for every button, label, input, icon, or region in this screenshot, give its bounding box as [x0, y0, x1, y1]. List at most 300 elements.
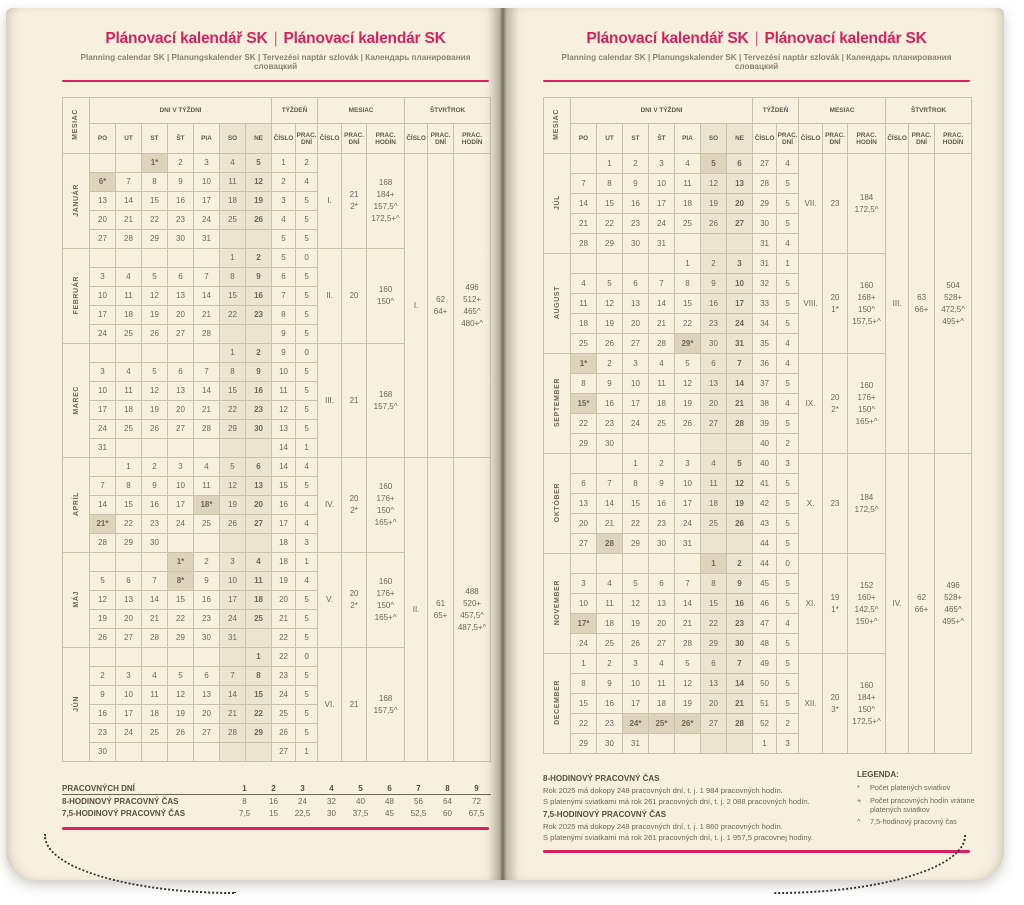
day-cell: 13: [168, 382, 194, 401]
day-cell: 29: [571, 734, 597, 754]
day-cell: 15: [597, 194, 623, 214]
day-cell: [675, 234, 701, 254]
day-cell: 4: [194, 458, 220, 477]
day-cell: 16: [90, 705, 116, 724]
week-workdays-cell: 4: [777, 234, 799, 254]
day-cell: 24: [675, 514, 701, 534]
day-cell: 28: [727, 714, 753, 734]
day-cell: 21: [597, 514, 623, 534]
day-cell: 4: [116, 268, 142, 287]
day-cell: 5: [675, 354, 701, 374]
day-cell: 18: [649, 394, 675, 414]
day-cell: 18: [142, 705, 168, 724]
day-cell: 24: [727, 314, 753, 334]
day-cell: 17: [116, 705, 142, 724]
week-number-cell: 7: [272, 287, 296, 306]
week-workdays-cell: 5: [777, 414, 799, 434]
day-cell: 11: [649, 674, 675, 694]
month-label: [63, 648, 90, 762]
week-workdays-cell: 5: [296, 230, 318, 249]
day-cell: 6: [116, 572, 142, 591]
day-cell: 11: [675, 174, 701, 194]
day-cell: 11: [116, 382, 142, 401]
week-number-cell: 15: [272, 477, 296, 496]
day-cell: 23: [727, 614, 753, 634]
month-label-text: NOVEMBER: [553, 580, 561, 626]
day-cell: 27: [168, 420, 194, 439]
day-cell: [649, 434, 675, 454]
day-cell: 28: [727, 414, 753, 434]
day-cell: 10: [623, 374, 649, 394]
day-cell: 4: [142, 667, 168, 686]
day-cell: 2: [701, 254, 727, 274]
week-number-cell: 49: [753, 654, 777, 674]
day-cell: 19: [246, 192, 272, 211]
day-cell: 31: [649, 234, 675, 254]
day-cell: 6: [701, 354, 727, 374]
quarter-workdays-cell: 63 66+: [909, 154, 935, 454]
week-number-cell: 26: [272, 724, 296, 743]
day-cell: [116, 553, 142, 572]
month-label-text: APRÍL: [72, 492, 80, 517]
week-workdays-cell: 4: [777, 614, 799, 634]
day-cell: 9: [597, 374, 623, 394]
day-cell: 21: [727, 394, 753, 414]
day-cell: 7: [90, 477, 116, 496]
day-cell: [701, 234, 727, 254]
day-cell: 25: [116, 420, 142, 439]
planning-calendar-table: [62, 97, 491, 762]
day-cell: 28: [220, 724, 246, 743]
month-number-cell: VIII.: [799, 254, 823, 354]
legend-symbol: ^: [857, 817, 861, 827]
day-cell: 9: [623, 174, 649, 194]
day-cell: [701, 434, 727, 454]
day-cell: 16: [649, 494, 675, 514]
day-cell: 1*: [168, 553, 194, 572]
week-number-cell: 41: [753, 474, 777, 494]
day-cell: 17: [220, 591, 246, 610]
day-cell: 16: [246, 287, 272, 306]
day-cell: 18*: [194, 496, 220, 515]
day-cell: 13: [246, 477, 272, 496]
day-cell: 31: [194, 230, 220, 249]
week-number-cell: 13: [272, 420, 296, 439]
worktable-col-7: 7: [404, 782, 433, 795]
day-cell: 18: [571, 314, 597, 334]
day-cell: [220, 743, 246, 762]
day-cell: 7: [220, 667, 246, 686]
day-cell: 14: [194, 287, 220, 306]
day-cell: 17: [675, 494, 701, 514]
week-workdays-cell: 5: [296, 211, 318, 230]
week-workdays-cell: 5: [777, 194, 799, 214]
month-label: [544, 354, 571, 454]
day-cell: [675, 434, 701, 454]
day-cell: [116, 249, 142, 268]
worktable-row-label: 7,5-HODINOVÝ PRACOVNÝ ČAS: [62, 808, 186, 818]
month-label-text: JANUÁR: [72, 184, 80, 217]
week-workdays-cell: 5: [296, 287, 318, 306]
day-cell: 27: [116, 629, 142, 648]
day-cell: [194, 534, 220, 553]
day-cell: 25: [246, 610, 272, 629]
calendar-week-row: [544, 454, 972, 474]
week-number-cell: 44: [753, 554, 777, 574]
day-cell: 22: [597, 214, 623, 234]
summary-line: S platenými sviatkami má rok 261 pracovných dní, t. j. 1 957,5 pracovnej hodiny.: [543, 833, 813, 843]
day-cell: 26: [142, 420, 168, 439]
day-cell: 30: [246, 420, 272, 439]
day-cell: 23: [597, 714, 623, 734]
day-cell: 13: [701, 674, 727, 694]
quarter-workdays-cell: 61 65+: [428, 458, 454, 762]
day-cell: [649, 734, 675, 754]
day-cell: 3: [675, 454, 701, 474]
week-number-cell: 22: [272, 629, 296, 648]
day-cell: [168, 648, 194, 667]
week-number-cell: 28: [753, 174, 777, 194]
worktable-value: 7,5: [238, 808, 251, 818]
quarter-number-cell: II.: [405, 458, 428, 762]
day-cell: 25: [649, 414, 675, 434]
day-cell: 4: [597, 574, 623, 594]
day-cell: 21: [675, 614, 701, 634]
day-cell: 9: [727, 574, 753, 594]
day-cell: 5: [168, 667, 194, 686]
day-cell: 25: [142, 724, 168, 743]
calendar-week-row: [544, 154, 972, 174]
day-cell: 25: [194, 515, 220, 534]
col-header-quarter-workdays: PRAC. DNÍ: [428, 124, 454, 154]
day-cell: 22: [168, 610, 194, 629]
page-subtitle: Planning calendar SK | Planungskalender SK | Tervezési naptár szlovák | Календарь планирования словацкий: [561, 53, 952, 71]
day-cell: [246, 534, 272, 553]
day-cell: 24: [168, 515, 194, 534]
week-number-cell: 27: [753, 154, 777, 174]
day-cell: 20: [701, 394, 727, 414]
day-cell: 15: [168, 591, 194, 610]
week-number-cell: 25: [272, 705, 296, 724]
day-cell: 18: [220, 192, 246, 211]
title-rule: [543, 80, 970, 82]
day-cell: 26: [675, 414, 701, 434]
day-cell: 23: [246, 306, 272, 325]
day-cell: 20: [194, 705, 220, 724]
legend: [857, 770, 983, 842]
day-cell: 15*: [571, 394, 597, 414]
day-cell: 16: [701, 294, 727, 314]
day-cell: 14: [727, 374, 753, 394]
day-cell: 1*: [571, 354, 597, 374]
day-cell: 26: [220, 515, 246, 534]
day-cell: 5: [597, 274, 623, 294]
month-number-cell: IX.: [799, 354, 823, 454]
day-cell: 4: [220, 154, 246, 173]
col-header-week-workdays: PRAC. DNÍ: [296, 124, 318, 154]
day-cell: 17: [623, 394, 649, 414]
day-cell: 27: [90, 230, 116, 249]
week-number-cell: 43: [753, 514, 777, 534]
day-cell: 23: [168, 211, 194, 230]
day-cell: [168, 534, 194, 553]
col-header-day-st: ST: [623, 124, 649, 154]
week-number-cell: 10: [272, 363, 296, 382]
week-workdays-cell: 4: [777, 354, 799, 374]
day-cell: 18: [675, 194, 701, 214]
month-label-text: DECEMBER: [553, 680, 561, 726]
week-number-cell: 47: [753, 614, 777, 634]
day-cell: 6: [194, 667, 220, 686]
day-cell: 9: [597, 674, 623, 694]
day-cell: 5: [701, 154, 727, 174]
month-number-cell: XI.: [799, 554, 823, 654]
col-header-day-so: SO: [220, 124, 246, 154]
day-cell: 23: [597, 414, 623, 434]
week-workdays-cell: 5: [777, 474, 799, 494]
col-header-quarter-number: ČÍSLO: [405, 124, 428, 154]
month-label: [544, 654, 571, 754]
day-cell: 18: [597, 614, 623, 634]
month-workdays-cell: 20 2*: [342, 458, 367, 553]
day-cell: 10: [571, 594, 597, 614]
day-cell: [701, 734, 727, 754]
day-cell: 27: [571, 534, 597, 554]
day-cell: [727, 734, 753, 754]
day-cell: 15: [142, 192, 168, 211]
day-cell: 8: [142, 173, 168, 192]
summary-line: Rok 2025 má dokopy 248 pracovných dní, t. j. 1 984 pracovných hodín.: [543, 785, 783, 795]
week-number-cell: 18: [272, 553, 296, 572]
bottom-rule: [62, 827, 489, 829]
day-cell: 22: [571, 714, 597, 734]
day-cell: [90, 648, 116, 667]
day-cell: 24*: [623, 714, 649, 734]
day-cell: [246, 743, 272, 762]
worktable-value: 64: [443, 796, 452, 806]
col-header-quarter-workhours: PRAC. HODÍN: [454, 124, 491, 154]
week-workdays-cell: 5: [296, 629, 318, 648]
day-cell: 12: [701, 174, 727, 194]
col-header-day-po: PO: [571, 124, 597, 154]
month-label: [544, 454, 571, 554]
perforation-arc-left: [44, 834, 236, 894]
day-cell: 14: [90, 496, 116, 515]
day-cell: 31: [727, 334, 753, 354]
day-cell: 12: [675, 674, 701, 694]
day-cell: 2: [142, 458, 168, 477]
day-cell: [597, 254, 623, 274]
week-workdays-cell: 4: [296, 515, 318, 534]
day-cell: 16: [597, 394, 623, 414]
day-cell: 11: [116, 287, 142, 306]
day-cell: 19: [623, 614, 649, 634]
day-cell: [727, 534, 753, 554]
day-cell: 28: [194, 325, 220, 344]
day-cell: 30: [194, 629, 220, 648]
day-cell: 19: [701, 194, 727, 214]
day-cell: 25*: [649, 714, 675, 734]
day-cell: [675, 734, 701, 754]
day-cell: 30: [727, 634, 753, 654]
day-cell: 25: [675, 214, 701, 234]
day-cell: [90, 458, 116, 477]
week-workdays-cell: 0: [296, 648, 318, 667]
right-page: [503, 8, 1004, 880]
day-cell: [194, 648, 220, 667]
day-cell: 17: [727, 294, 753, 314]
day-cell: 26: [246, 211, 272, 230]
day-cell: 8: [571, 674, 597, 694]
day-cell: 19: [597, 314, 623, 334]
day-cell: 21: [220, 705, 246, 724]
month-workhours-cell: 160 184+ 150^ 172,5+^: [848, 654, 886, 754]
day-cell: 3: [168, 458, 194, 477]
day-cell: [571, 254, 597, 274]
day-cell: 12: [90, 591, 116, 610]
week-number-cell: 32: [753, 274, 777, 294]
day-cell: 8*: [168, 572, 194, 591]
day-cell: 14: [597, 494, 623, 514]
week-number-cell: 3: [272, 192, 296, 211]
legend-text: 7,5-hodinový pracovný čas: [870, 817, 957, 827]
day-cell: 27: [194, 724, 220, 743]
day-cell: 21: [142, 610, 168, 629]
day-cell: 12: [142, 287, 168, 306]
worktable-col-9: 9: [462, 782, 491, 795]
day-cell: 14: [220, 686, 246, 705]
day-cell: [246, 325, 272, 344]
month-label-text: FEBRUÁR: [72, 276, 80, 315]
week-number-cell: 9: [272, 325, 296, 344]
day-cell: 13: [649, 594, 675, 614]
month-label-text: JÚN: [72, 695, 80, 712]
col-header-day-št: ŠT: [649, 124, 675, 154]
month-workdays-cell: 20: [342, 249, 367, 344]
day-cell: 16: [597, 694, 623, 714]
day-cell: 3: [90, 363, 116, 382]
day-cell: 16: [142, 496, 168, 515]
month-workhours-cell: 168 157,5^: [367, 648, 405, 762]
day-cell: 11: [246, 572, 272, 591]
day-cell: 27: [623, 334, 649, 354]
day-cell: 16: [194, 591, 220, 610]
day-cell: [194, 344, 220, 363]
day-cell: 2: [194, 553, 220, 572]
day-cell: [571, 454, 597, 474]
week-workdays-cell: 4: [296, 173, 318, 192]
month-workdays-cell: 20 2*: [823, 354, 848, 454]
day-cell: 5: [142, 363, 168, 382]
day-cell: 13: [90, 192, 116, 211]
header-group-row: [544, 98, 972, 124]
work-time-summary: [543, 770, 843, 842]
day-cell: 29: [116, 534, 142, 553]
calendar-first-half-mount: [62, 97, 489, 762]
day-cell: 1: [220, 249, 246, 268]
page-title: [62, 30, 489, 48]
day-cell: 16: [727, 594, 753, 614]
month-number-cell: VI.: [318, 648, 342, 762]
month-workdays-cell: 21 2*: [342, 154, 367, 249]
week-number-cell: 36: [753, 354, 777, 374]
month-label: [544, 554, 571, 654]
day-cell: 11: [142, 686, 168, 705]
day-cell: 10: [90, 287, 116, 306]
month-workdays-cell: 23: [823, 154, 848, 254]
day-cell: [142, 344, 168, 363]
day-cell: 3: [623, 354, 649, 374]
week-number-cell: 12: [272, 401, 296, 420]
day-cell: 1: [220, 344, 246, 363]
week-workdays-cell: 5: [777, 494, 799, 514]
week-number-cell: 51: [753, 694, 777, 714]
legend-item: [857, 796, 983, 814]
day-cell: 2: [597, 654, 623, 674]
day-cell: 20: [727, 194, 753, 214]
day-cell: [701, 534, 727, 554]
quarter-number-cell: III.: [886, 154, 909, 454]
worktable-value: 16: [269, 796, 278, 806]
week-workdays-cell: 2: [777, 434, 799, 454]
worktable-value: 22,5: [294, 808, 311, 818]
day-cell: [90, 553, 116, 572]
day-cell: [142, 648, 168, 667]
week-number-cell: 48: [753, 634, 777, 654]
col-group-week: TÝŽDEŇ: [753, 98, 799, 124]
week-workdays-cell: 5: [777, 694, 799, 714]
month-workhours-cell: 160 176+ 150^ 165+^: [367, 458, 405, 553]
day-cell: 1: [571, 654, 597, 674]
day-cell: 30: [597, 434, 623, 454]
week-number-cell: 31: [753, 234, 777, 254]
day-cell: 26: [727, 514, 753, 534]
col-header-month-workhours: PRAC. HODÍN: [367, 124, 405, 154]
week-workdays-cell: 5: [777, 314, 799, 334]
day-cell: 13: [623, 294, 649, 314]
day-cell: 24: [649, 214, 675, 234]
day-cell: [220, 648, 246, 667]
day-cell: 5: [90, 572, 116, 591]
title-czech: Plánovací kalendář SK: [105, 30, 268, 47]
week-workdays-cell: 5: [296, 686, 318, 705]
day-cell: 25: [597, 634, 623, 654]
month-label-text: SEPTEMBER: [553, 378, 561, 428]
day-cell: 7: [597, 474, 623, 494]
title-slovak: Plánovací kalendár SK: [283, 30, 446, 47]
week-number-cell: 20: [272, 591, 296, 610]
day-cell: 22: [571, 414, 597, 434]
day-cell: 11: [701, 474, 727, 494]
day-cell: 22: [220, 306, 246, 325]
day-cell: 29: [246, 724, 272, 743]
day-cell: 25: [220, 211, 246, 230]
day-cell: 22: [220, 401, 246, 420]
day-cell: 9: [142, 477, 168, 496]
col-header-quarter-number: ČÍSLO: [886, 124, 909, 154]
week-workdays-cell: 3: [296, 534, 318, 553]
week-number-cell: 9: [272, 344, 296, 363]
week-number-cell: 23: [272, 667, 296, 686]
day-cell: 8: [623, 474, 649, 494]
week-number-cell: 33: [753, 294, 777, 314]
legend-text: Počet platených sviatkov: [870, 782, 951, 792]
worktable-value: 67,5: [468, 808, 485, 818]
day-cell: 18: [116, 401, 142, 420]
month-label: [63, 458, 90, 553]
day-cell: 9: [168, 173, 194, 192]
week-workdays-cell: 5: [777, 674, 799, 694]
